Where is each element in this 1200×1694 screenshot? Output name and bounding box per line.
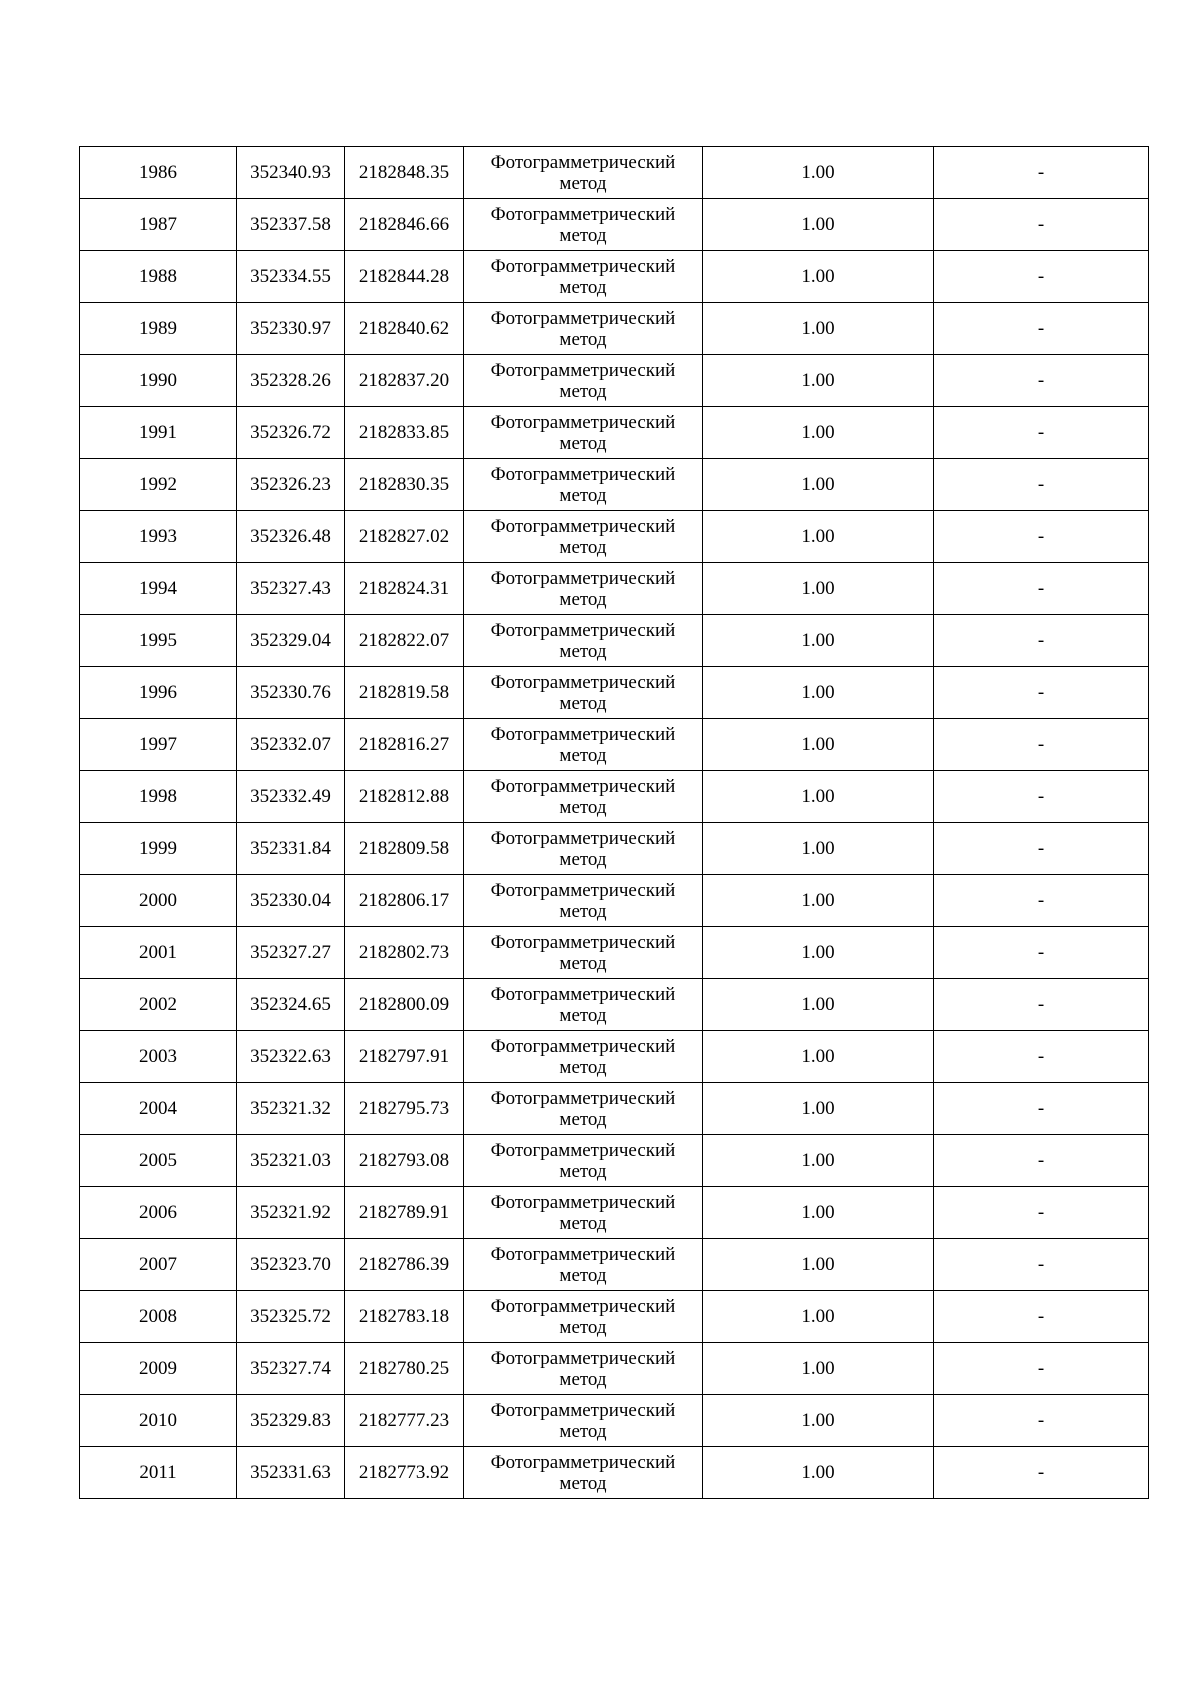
method-cell (464, 1187, 703, 1239)
accuracy-cell: 1.00 (703, 1031, 934, 1083)
note-cell: - (934, 927, 1149, 979)
accuracy-cell: 1.00 (703, 563, 934, 615)
method-text: Фотограмметрический (490, 203, 676, 225)
point-number-cell: 1991 (80, 407, 237, 459)
method-text: метод (559, 848, 607, 870)
note-cell: - (934, 1083, 1149, 1135)
method-text: метод (559, 224, 607, 246)
method-text: Фотограмметрический (490, 359, 676, 381)
table-row (80, 823, 1149, 875)
table-row (80, 511, 1149, 563)
method-text: метод (559, 588, 607, 610)
point-number-cell: 1987 (80, 199, 237, 251)
x-coordinate-cell: 352331.84 (237, 823, 345, 875)
y-coordinate-cell: 2182840.62 (345, 303, 464, 355)
y-coordinate-cell: 2182795.73 (345, 1083, 464, 1135)
accuracy-cell: 1.00 (703, 251, 934, 303)
method-cell (464, 355, 703, 407)
method-cell (464, 251, 703, 303)
point-number-cell: 2005 (80, 1135, 237, 1187)
table-row (80, 1187, 1149, 1239)
accuracy-cell: 1.00 (703, 303, 934, 355)
method-cell (464, 1239, 703, 1291)
x-coordinate-cell: 352324.65 (237, 979, 345, 1031)
point-number-cell: 1990 (80, 355, 237, 407)
y-coordinate-cell: 2182780.25 (345, 1343, 464, 1395)
note-cell: - (934, 563, 1149, 615)
method-text: метод (559, 796, 607, 818)
note-cell: - (934, 1187, 1149, 1239)
method-cell (464, 771, 703, 823)
accuracy-cell: 1.00 (703, 1135, 934, 1187)
point-number-cell: 2006 (80, 1187, 237, 1239)
accuracy-cell: 1.00 (703, 875, 934, 927)
x-coordinate-cell: 352332.49 (237, 771, 345, 823)
method-text: метод (559, 1212, 607, 1234)
table-row (80, 667, 1149, 719)
x-coordinate-cell: 352326.48 (237, 511, 345, 563)
point-number-cell: 1989 (80, 303, 237, 355)
accuracy-cell: 1.00 (703, 979, 934, 1031)
method-text: Фотограмметрический (490, 1295, 676, 1317)
accuracy-cell: 1.00 (703, 407, 934, 459)
method-cell (464, 1083, 703, 1135)
x-coordinate-cell: 352326.23 (237, 459, 345, 511)
y-coordinate-cell: 2182812.88 (345, 771, 464, 823)
coordinates-table (79, 146, 1149, 1499)
x-coordinate-cell: 352328.26 (237, 355, 345, 407)
table-row (80, 251, 1149, 303)
method-text: Фотограмметрический (490, 567, 676, 589)
table-row (80, 147, 1149, 199)
method-text: Фотограмметрический (490, 1191, 676, 1213)
point-number-cell: 1988 (80, 251, 237, 303)
method-text: метод (559, 744, 607, 766)
x-coordinate-cell: 352321.32 (237, 1083, 345, 1135)
method-text: метод (559, 1264, 607, 1286)
method-text: метод (559, 1056, 607, 1078)
accuracy-cell: 1.00 (703, 1239, 934, 1291)
method-cell (464, 927, 703, 979)
y-coordinate-cell: 2182783.18 (345, 1291, 464, 1343)
point-number-cell: 2001 (80, 927, 237, 979)
method-cell (464, 303, 703, 355)
note-cell: - (934, 1135, 1149, 1187)
method-text: метод (559, 952, 607, 974)
method-text: Фотограмметрический (490, 879, 676, 901)
point-number-cell: 1992 (80, 459, 237, 511)
method-text: метод (559, 432, 607, 454)
accuracy-cell: 1.00 (703, 1447, 934, 1499)
method-text: метод (559, 1108, 607, 1130)
method-text: Фотограмметрический (490, 515, 676, 537)
method-cell (464, 615, 703, 667)
y-coordinate-cell: 2182777.23 (345, 1395, 464, 1447)
table-row (80, 459, 1149, 511)
method-text: метод (559, 1368, 607, 1390)
method-text: Фотограмметрический (490, 1347, 676, 1369)
method-text: метод (559, 1004, 607, 1026)
table-row (80, 1447, 1149, 1499)
note-cell: - (934, 459, 1149, 511)
accuracy-cell: 1.00 (703, 459, 934, 511)
method-cell (464, 823, 703, 875)
method-cell (464, 719, 703, 771)
method-text: Фотограмметрический (490, 255, 676, 277)
point-number-cell: 2007 (80, 1239, 237, 1291)
method-cell (464, 1031, 703, 1083)
note-cell: - (934, 771, 1149, 823)
table-row (80, 927, 1149, 979)
method-text: метод (559, 276, 607, 298)
y-coordinate-cell: 2182827.02 (345, 511, 464, 563)
method-text: метод (559, 1160, 607, 1182)
x-coordinate-cell: 352326.72 (237, 407, 345, 459)
method-cell (464, 1343, 703, 1395)
method-text: метод (559, 1472, 607, 1494)
method-text: Фотограмметрический (490, 1451, 676, 1473)
method-text: Фотограмметрический (490, 723, 676, 745)
point-number-cell: 1986 (80, 147, 237, 199)
accuracy-cell: 1.00 (703, 1395, 934, 1447)
table-row (80, 719, 1149, 771)
method-text: метод (559, 484, 607, 506)
accuracy-cell: 1.00 (703, 511, 934, 563)
x-coordinate-cell: 352322.63 (237, 1031, 345, 1083)
table-row (80, 1083, 1149, 1135)
point-number-cell: 1995 (80, 615, 237, 667)
note-cell: - (934, 875, 1149, 927)
point-number-cell: 2004 (80, 1083, 237, 1135)
note-cell: - (934, 355, 1149, 407)
point-number-cell: 2009 (80, 1343, 237, 1395)
point-number-cell: 2002 (80, 979, 237, 1031)
method-cell (464, 407, 703, 459)
x-coordinate-cell: 352327.74 (237, 1343, 345, 1395)
y-coordinate-cell: 2182789.91 (345, 1187, 464, 1239)
note-cell: - (934, 1395, 1149, 1447)
method-cell (464, 147, 703, 199)
note-cell: - (934, 1343, 1149, 1395)
table-row (80, 1343, 1149, 1395)
point-number-cell: 2011 (80, 1447, 237, 1499)
method-cell (464, 1447, 703, 1499)
accuracy-cell: 1.00 (703, 355, 934, 407)
method-text: метод (559, 640, 607, 662)
method-text: метод (559, 380, 607, 402)
accuracy-cell: 1.00 (703, 1187, 934, 1239)
x-coordinate-cell: 352332.07 (237, 719, 345, 771)
x-coordinate-cell: 352330.76 (237, 667, 345, 719)
y-coordinate-cell: 2182848.35 (345, 147, 464, 199)
method-text: метод (559, 1420, 607, 1442)
note-cell: - (934, 719, 1149, 771)
note-cell: - (934, 303, 1149, 355)
note-cell: - (934, 667, 1149, 719)
table-row (80, 875, 1149, 927)
method-text: метод (559, 172, 607, 194)
y-coordinate-cell: 2182824.31 (345, 563, 464, 615)
x-coordinate-cell: 352329.04 (237, 615, 345, 667)
y-coordinate-cell: 2182846.66 (345, 199, 464, 251)
method-text: Фотограмметрический (490, 1139, 676, 1161)
point-number-cell: 1998 (80, 771, 237, 823)
point-number-cell: 2003 (80, 1031, 237, 1083)
y-coordinate-cell: 2182786.39 (345, 1239, 464, 1291)
point-number-cell: 2008 (80, 1291, 237, 1343)
accuracy-cell: 1.00 (703, 147, 934, 199)
y-coordinate-cell: 2182800.09 (345, 979, 464, 1031)
point-number-cell: 1994 (80, 563, 237, 615)
accuracy-cell: 1.00 (703, 771, 934, 823)
accuracy-cell: 1.00 (703, 719, 934, 771)
table-row (80, 979, 1149, 1031)
note-cell: - (934, 511, 1149, 563)
point-number-cell: 2010 (80, 1395, 237, 1447)
table-row (80, 1395, 1149, 1447)
method-text: Фотограмметрический (490, 775, 676, 797)
y-coordinate-cell: 2182816.27 (345, 719, 464, 771)
table-row (80, 303, 1149, 355)
table-row (80, 771, 1149, 823)
point-number-cell: 1999 (80, 823, 237, 875)
table-row (80, 355, 1149, 407)
note-cell: - (934, 199, 1149, 251)
note-cell: - (934, 1291, 1149, 1343)
method-cell (464, 511, 703, 563)
y-coordinate-cell: 2182806.17 (345, 875, 464, 927)
method-text: Фотограмметрический (490, 151, 676, 173)
note-cell: - (934, 1239, 1149, 1291)
method-text: метод (559, 536, 607, 558)
y-coordinate-cell: 2182844.28 (345, 251, 464, 303)
method-text: Фотограмметрический (490, 411, 676, 433)
x-coordinate-cell: 352340.93 (237, 147, 345, 199)
method-text: Фотограмметрический (490, 307, 676, 329)
method-cell (464, 1291, 703, 1343)
method-cell (464, 1135, 703, 1187)
note-cell: - (934, 615, 1149, 667)
accuracy-cell: 1.00 (703, 615, 934, 667)
x-coordinate-cell: 352330.97 (237, 303, 345, 355)
method-cell (464, 199, 703, 251)
x-coordinate-cell: 352327.43 (237, 563, 345, 615)
y-coordinate-cell: 2182802.73 (345, 927, 464, 979)
method-text: Фотограмметрический (490, 671, 676, 693)
x-coordinate-cell: 352321.03 (237, 1135, 345, 1187)
x-coordinate-cell: 352321.92 (237, 1187, 345, 1239)
table-row (80, 1031, 1149, 1083)
method-text: метод (559, 692, 607, 714)
method-cell (464, 875, 703, 927)
accuracy-cell: 1.00 (703, 199, 934, 251)
table-row (80, 563, 1149, 615)
note-cell: - (934, 147, 1149, 199)
method-text: метод (559, 900, 607, 922)
method-text: метод (559, 328, 607, 350)
note-cell: - (934, 979, 1149, 1031)
accuracy-cell: 1.00 (703, 667, 934, 719)
y-coordinate-cell: 2182773.92 (345, 1447, 464, 1499)
accuracy-cell: 1.00 (703, 927, 934, 979)
note-cell: - (934, 823, 1149, 875)
method-text: Фотограмметрический (490, 1035, 676, 1057)
x-coordinate-cell: 352334.55 (237, 251, 345, 303)
accuracy-cell: 1.00 (703, 1083, 934, 1135)
method-text: Фотограмметрический (490, 619, 676, 641)
table-body (80, 147, 1149, 1499)
point-number-cell: 1996 (80, 667, 237, 719)
x-coordinate-cell: 352327.27 (237, 927, 345, 979)
method-text: Фотограмметрический (490, 1399, 676, 1421)
x-coordinate-cell: 352329.83 (237, 1395, 345, 1447)
y-coordinate-cell: 2182830.35 (345, 459, 464, 511)
note-cell: - (934, 1447, 1149, 1499)
accuracy-cell: 1.00 (703, 1291, 934, 1343)
y-coordinate-cell: 2182809.58 (345, 823, 464, 875)
note-cell: - (934, 251, 1149, 303)
accuracy-cell: 1.00 (703, 823, 934, 875)
table-row (80, 199, 1149, 251)
y-coordinate-cell: 2182793.08 (345, 1135, 464, 1187)
table-row (80, 407, 1149, 459)
table-row (80, 1239, 1149, 1291)
method-cell (464, 459, 703, 511)
note-cell: - (934, 407, 1149, 459)
x-coordinate-cell: 352323.70 (237, 1239, 345, 1291)
table-row (80, 1291, 1149, 1343)
y-coordinate-cell: 2182819.58 (345, 667, 464, 719)
x-coordinate-cell: 352330.04 (237, 875, 345, 927)
y-coordinate-cell: 2182822.07 (345, 615, 464, 667)
method-cell (464, 667, 703, 719)
x-coordinate-cell: 352337.58 (237, 199, 345, 251)
method-cell (464, 979, 703, 1031)
y-coordinate-cell: 2182837.20 (345, 355, 464, 407)
method-text: Фотограмметрический (490, 827, 676, 849)
table-row (80, 615, 1149, 667)
x-coordinate-cell: 352325.72 (237, 1291, 345, 1343)
method-cell (464, 1395, 703, 1447)
y-coordinate-cell: 2182833.85 (345, 407, 464, 459)
accuracy-cell: 1.00 (703, 1343, 934, 1395)
method-text: Фотограмметрический (490, 463, 676, 485)
point-number-cell: 2000 (80, 875, 237, 927)
method-text: Фотограмметрический (490, 931, 676, 953)
method-text: Фотограмметрический (490, 983, 676, 1005)
method-text: Фотограмметрический (490, 1087, 676, 1109)
point-number-cell: 1993 (80, 511, 237, 563)
point-number-cell: 1997 (80, 719, 237, 771)
table-row (80, 1135, 1149, 1187)
method-text: Фотограмметрический (490, 1243, 676, 1265)
y-coordinate-cell: 2182797.91 (345, 1031, 464, 1083)
x-coordinate-cell: 352331.63 (237, 1447, 345, 1499)
method-cell (464, 563, 703, 615)
method-text: метод (559, 1316, 607, 1338)
note-cell: - (934, 1031, 1149, 1083)
